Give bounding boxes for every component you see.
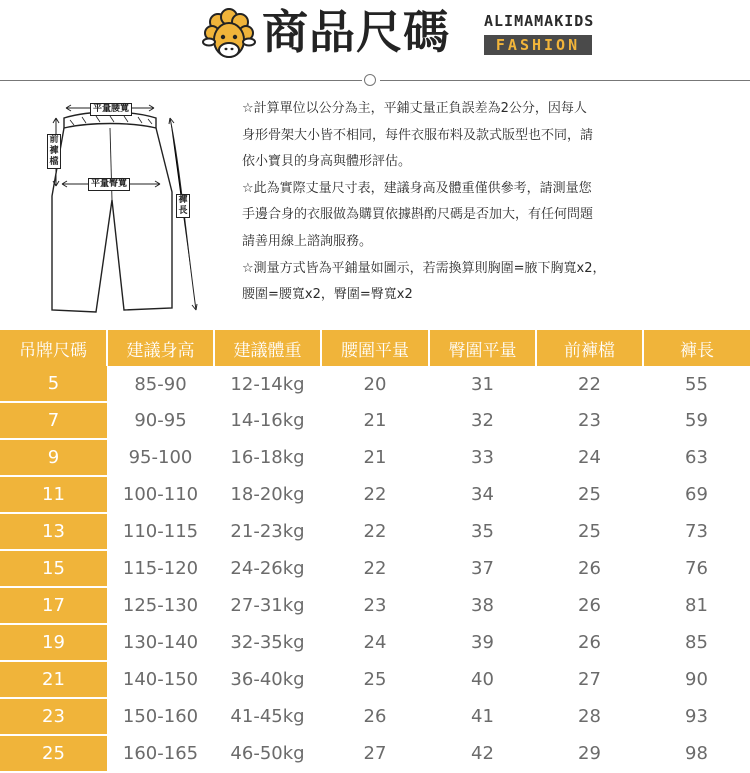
- weight-cell: 24-26kg: [230, 558, 305, 579]
- hip-cell: 35: [471, 521, 494, 542]
- table-row: [0, 735, 750, 772]
- header-crotch: 前褲檔: [536, 330, 643, 366]
- height-cell: 110-115: [122, 521, 199, 542]
- crotch-cell: 25: [578, 484, 601, 505]
- note-line: 依小寶貝的身高與體形評估。: [242, 154, 412, 170]
- length-cell: 55: [685, 373, 708, 395]
- header-height: 建議身高: [107, 330, 214, 366]
- waist-cell: 22: [363, 521, 387, 542]
- table-row: [0, 366, 750, 402]
- header-size: 吊牌尺碼: [0, 330, 107, 366]
- length-cell: 63: [685, 447, 708, 468]
- size-cell: 13: [0, 513, 107, 550]
- height-cell: 125-130: [122, 595, 199, 616]
- height-cell: 100-110: [122, 484, 199, 505]
- size-cell: 17: [0, 587, 107, 624]
- header-weight: 建議體重: [214, 330, 321, 366]
- waist-cell: 20: [363, 373, 387, 395]
- note-line: ☆計算單位以公分為主，平鋪丈量正負誤差為2公分，因每人: [242, 101, 587, 116]
- size-chart-table: [0, 330, 750, 773]
- waist-cell: 21: [363, 447, 387, 468]
- length-cell: 90: [685, 669, 708, 690]
- brand-tagline: FASHION: [484, 35, 592, 55]
- hip-cell: 42: [471, 743, 494, 764]
- height-cell: 130-140: [122, 632, 199, 653]
- table-row: [0, 550, 750, 587]
- weight-cell: 12-14kg: [230, 373, 305, 395]
- crotch-cell: 29: [578, 743, 601, 764]
- measurement-notes: [242, 96, 712, 309]
- size-cell: 15: [0, 550, 107, 587]
- size-cell: 19: [0, 624, 107, 661]
- hip-cell: 39: [471, 632, 494, 653]
- weight-cell: 21-23kg: [230, 521, 305, 542]
- size-cell: 7: [0, 402, 107, 439]
- waist-cell: 22: [363, 484, 387, 505]
- weight-cell: 46-50kg: [230, 743, 305, 764]
- note-line: 手邊合身的衣服做為購買依據斟酌尺碼是否加大，有任何問題: [242, 207, 594, 223]
- waist-cell: 22: [363, 558, 387, 579]
- brand-name: ALIMAMAKIDS: [484, 12, 595, 30]
- hip-cell: 41: [471, 706, 494, 727]
- crotch-cell: 26: [578, 632, 601, 653]
- hip-width-label: 平量臀寬: [88, 178, 130, 191]
- height-cell: 85-90: [134, 373, 187, 395]
- page-title: 商品尺碼: [262, 5, 450, 59]
- note-line: 身形骨架大小皆不相同，每件衣服布料及款式版型也不同，請: [242, 127, 594, 143]
- crotch-cell: 22: [578, 373, 601, 395]
- table-row: [0, 476, 750, 513]
- height-cell: 150-160: [122, 706, 199, 727]
- crotch-cell: 26: [578, 595, 601, 616]
- height-cell: 95-100: [128, 447, 193, 468]
- weight-cell: 36-40kg: [230, 669, 305, 690]
- size-cell: 11: [0, 476, 107, 513]
- hip-cell: 33: [471, 447, 494, 468]
- length-cell: 59: [685, 410, 708, 431]
- pants-outline-icon: [30, 96, 230, 328]
- header: [0, 0, 750, 70]
- divider-line: [380, 80, 750, 81]
- pants-measurement-diagram: [30, 96, 230, 328]
- hip-cell: 37: [471, 558, 494, 579]
- divider-circle-icon: [364, 74, 376, 86]
- hip-cell: 38: [471, 595, 494, 616]
- crotch-cell: 23: [578, 410, 601, 431]
- divider-line: [0, 80, 362, 81]
- table-row: [0, 402, 750, 439]
- length-cell: 93: [685, 706, 708, 727]
- length-cell: 81: [685, 595, 708, 616]
- header-hip: 臀圍平量: [429, 330, 536, 366]
- height-cell: 115-120: [122, 558, 199, 579]
- table-header-row: [0, 330, 750, 366]
- note-line: ☆此為實際丈量尺寸表，建議身高及體重僅供參考，請測量您: [242, 180, 592, 196]
- height-cell: 140-150: [122, 669, 199, 690]
- waist-cell: 23: [363, 595, 387, 616]
- table-row: [0, 439, 750, 476]
- weight-cell: 32-35kg: [230, 632, 305, 653]
- crotch-cell: 25: [578, 521, 601, 542]
- note-line: ☆測量方式皆為平鋪量如圖示，若需換算則胸圍=腋下胸寬x2，: [242, 260, 606, 276]
- crotch-cell: 28: [578, 706, 601, 727]
- waist-cell: 21: [363, 410, 387, 431]
- hip-cell: 34: [471, 484, 494, 505]
- header-waist: 腰圍平量: [321, 330, 429, 366]
- size-cell: 23: [0, 698, 107, 735]
- length-cell: 85: [685, 632, 708, 653]
- size-cell: 5: [0, 366, 107, 402]
- hip-cell: 31: [471, 373, 494, 395]
- hip-cell: 32: [471, 410, 494, 431]
- table-row: [0, 513, 750, 550]
- length-cell: 76: [685, 558, 708, 579]
- length-cell: 73: [685, 521, 708, 542]
- crotch-cell: 27: [578, 669, 601, 690]
- hip-cell: 40: [471, 669, 494, 690]
- note-line: 腰圍=腰寬x2，臀圍=臀寬x2: [242, 287, 413, 303]
- length-cell: 69: [685, 484, 708, 505]
- table-row: [0, 587, 750, 624]
- weight-cell: 14-16kg: [230, 410, 305, 431]
- waist-cell: 27: [363, 743, 387, 764]
- weight-cell: 18-20kg: [230, 484, 305, 505]
- waist-cell: 25: [363, 669, 387, 690]
- weight-cell: 27-31kg: [230, 595, 305, 616]
- table-row: [0, 624, 750, 661]
- length-cell: 98: [685, 743, 708, 764]
- sheep-logo-icon: [200, 6, 258, 64]
- crotch-cell: 26: [578, 558, 601, 579]
- size-cell: 25: [0, 735, 107, 772]
- height-cell: 90-95: [134, 410, 187, 431]
- weight-cell: 41-45kg: [230, 706, 305, 727]
- table-row: [0, 661, 750, 698]
- crotch-depth-label: 前褲檔: [47, 134, 61, 169]
- crotch-cell: 24: [578, 447, 601, 468]
- table-row: [0, 698, 750, 735]
- waist-width-label: 平量腰寬: [90, 103, 132, 116]
- waist-cell: 26: [363, 706, 387, 727]
- pants-length-label: 褲長: [176, 194, 190, 218]
- header-length: 褲長: [643, 330, 750, 366]
- size-cell: 21: [0, 661, 107, 698]
- size-cell: 9: [0, 439, 107, 476]
- note-line: 請善用線上諮詢服務。: [242, 233, 373, 249]
- height-cell: 160-165: [122, 743, 199, 764]
- weight-cell: 16-18kg: [230, 447, 305, 468]
- waist-cell: 24: [363, 632, 387, 653]
